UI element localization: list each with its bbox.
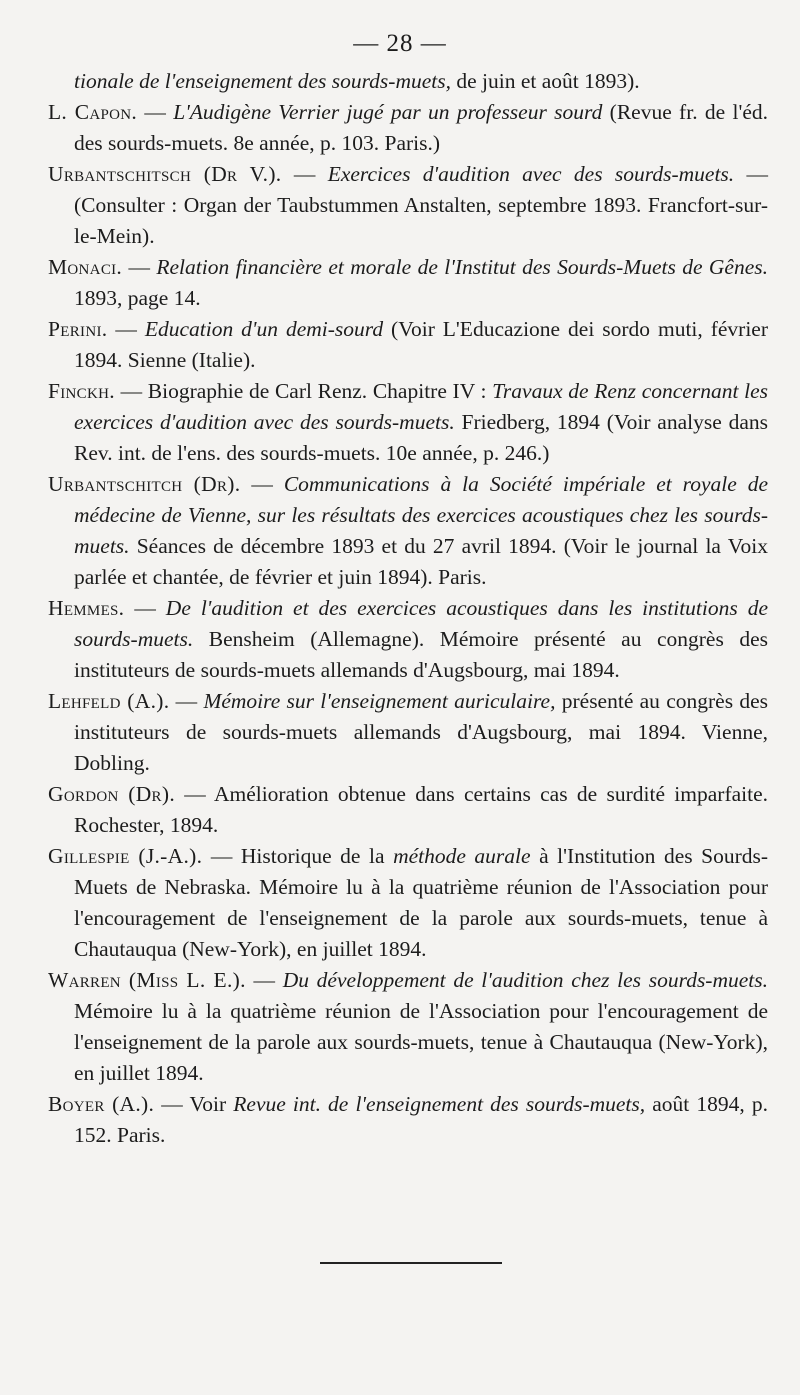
entry-text: Séances de décembre 1893 et du 27 avril 1894. (Voir le journal la Voix parlée et chantée, de février et juin 1894). Paris.	[74, 534, 768, 589]
entry-title: Exercices d'audition avec des sourds-muets.	[327, 162, 735, 186]
entry-separator: —	[124, 596, 166, 620]
bibliography-entry	[48, 593, 768, 686]
bibliography-entry	[48, 1089, 768, 1151]
entry-text: (Voir L'Educazione dei sordo muti, février 1894. Sienne (Italie).	[74, 317, 769, 372]
entry-separator: —	[137, 100, 174, 124]
entry-text: — (Consulter : Organ der Taubstummen Anstalten, septembre 1893. Francfort-sur-le-Mein).	[74, 162, 769, 248]
bibliography-entry	[48, 965, 768, 1089]
bibliography-list	[48, 66, 768, 1151]
entry-separator: —	[175, 782, 214, 806]
bibliography-entry	[48, 376, 768, 469]
entry-separator: —	[202, 844, 241, 868]
entry-title: Travaux de Renz concernant les exercices d'audition avec des sourds-muets.	[74, 379, 768, 434]
bibliography-entry	[48, 469, 768, 593]
end-rule	[320, 1262, 502, 1264]
entry-author: Lehfeld (A.).	[48, 689, 170, 713]
entry-author: Urbantschitsch (Dr V.).	[48, 162, 282, 186]
entry-title: Relation financière et morale de l'Institut des Sourds-Muets de Gênes.	[156, 255, 768, 279]
entry-separator: —	[281, 162, 328, 186]
entry-text: présenté au congrès des instituteurs de sourds-muets allemands d'Augsbourg, mai 1894. Vienne, Dobling.	[74, 689, 768, 775]
entry-title: tionale de l'enseignement des sourds-muets,	[74, 69, 451, 93]
entry-separator: —	[114, 379, 148, 403]
entry-author: Warren (Miss L. E.).	[48, 968, 246, 992]
entry-text: Voir	[189, 1092, 234, 1116]
entry-author: Urbantschitch (Dr).	[48, 472, 241, 496]
entry-author: Gillespie (J.-A.).	[48, 844, 203, 868]
entry-title: Communications à la Société impériale et royale de médecine de Vienne, sur les résultats des exercices acoustiques chez les sourds-muets.	[74, 472, 769, 558]
bibliography-entry	[48, 66, 768, 97]
entry-title: Education d'un demi-sourd	[144, 317, 384, 341]
entry-text: (Revue fr. de l'éd. des sourds-muets. 8e année, p. 103. Paris.)	[74, 100, 769, 155]
entry-text: Amélioration obtenue dans certains cas de surdité imparfaite. Rochester, 1894.	[74, 782, 769, 837]
entry-text: Historique de la	[240, 844, 394, 868]
entry-separator: —	[122, 255, 157, 279]
entry-text: Bensheim (Allemagne). Mémoire présenté au congrès des instituteurs de sourds-muets allemands d'Augsbourg, mai 1894.	[74, 627, 768, 682]
bibliography-entry	[48, 841, 768, 965]
bibliography-entry	[48, 314, 768, 376]
entry-author: Finckh.	[48, 379, 115, 403]
entry-title: Du développement de l'audition chez les sourds-muets.	[282, 968, 769, 992]
entry-text: de juin et août 1893).	[451, 69, 640, 93]
entry-separator: —	[240, 472, 284, 496]
entry-title: Revue int. de l'enseignement des sourds-muets,	[233, 1092, 646, 1116]
entry-text: Friedberg, 1894 (Voir analyse dans Rev. int. de l'ens. des sourds-muets. 10e année, p. 246.)	[74, 410, 768, 465]
entry-author: Boyer (A.).	[48, 1092, 155, 1116]
entry-title: méthode aurale	[393, 844, 531, 868]
bibliography-entry	[48, 686, 768, 779]
entry-separator: —	[154, 1092, 190, 1116]
entry-author: Monaci.	[48, 255, 123, 279]
entry-author: L. Capon.	[48, 100, 138, 124]
entry-title: L'Audigène Verrier jugé par un professeur sourd	[173, 100, 603, 124]
entry-title: Mémoire sur l'enseignement auriculaire,	[203, 689, 556, 713]
entry-separator: —	[107, 317, 145, 341]
entry-separator: —	[245, 968, 283, 992]
bibliography-entry	[48, 97, 768, 159]
entry-author: Hemmes.	[48, 596, 125, 620]
entry-text: Mémoire lu à la quatrième réunion de l'Association pour l'encouragement de l'enseignement de la parole aux sourds-muets, tenue à Chautauqua (New-York), en juillet 1894.	[74, 999, 768, 1085]
bibliography-entry	[48, 252, 768, 314]
bibliography-entry	[48, 159, 768, 252]
entry-author: Gordon (Dr).	[48, 782, 175, 806]
entry-text: 1893, page 14.	[74, 286, 201, 310]
bibliography-entry	[48, 779, 768, 841]
entry-text: à l'Institution des Sourds-Muets de Nebraska. Mémoire lu à la quatrième réunion de l'Association pour l'encouragement de l'enseignement de la parole aux sourds-muets, tenue à Chautauqua (New-York), en juillet 1894.	[74, 844, 769, 961]
entry-title: De l'audition et des exercices acoustiques dans les institutions de sourds-muets.	[74, 596, 769, 651]
page-number: — 28 —	[353, 30, 447, 57]
entry-text: Biographie de Carl Renz. Chapitre IV :	[147, 379, 493, 403]
entry-author: Perini.	[48, 317, 108, 341]
entry-separator: —	[169, 689, 204, 713]
entry-text: août 1894, p. 152. Paris.	[74, 1092, 768, 1147]
